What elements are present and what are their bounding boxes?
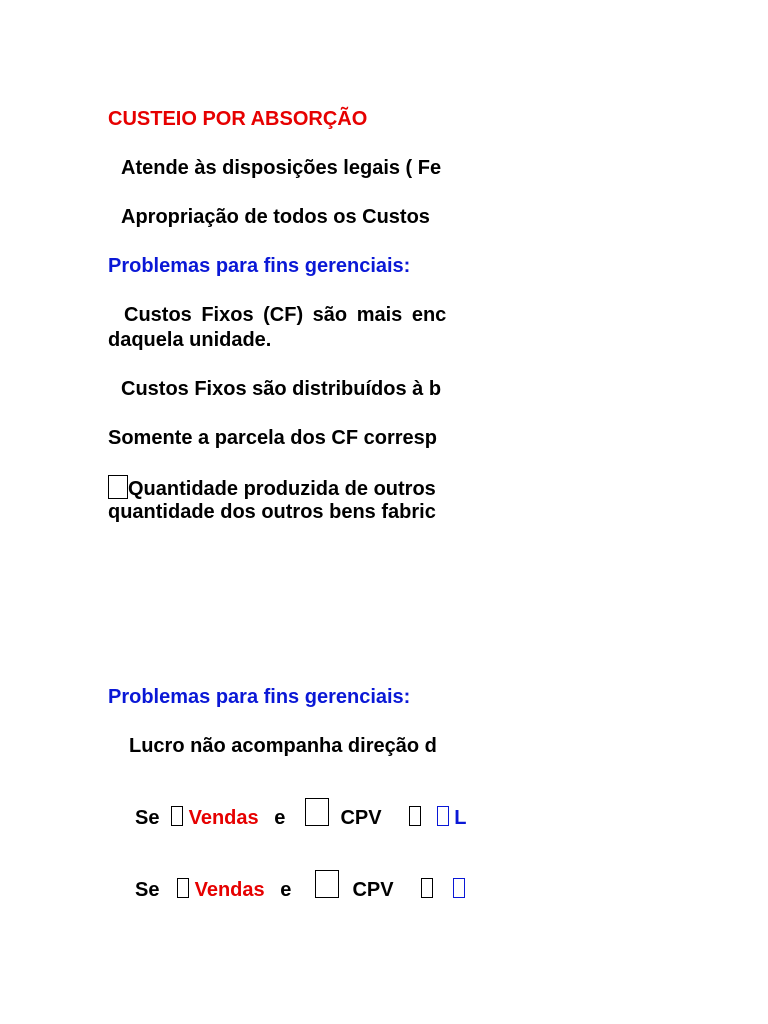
missing-glyph-box-icon <box>108 475 128 499</box>
text-line-quantidade-1-text: Quantidade produzida de outros <box>128 478 436 500</box>
vendas-label: Vendas <box>194 879 265 901</box>
text-line-cf-1: Custos Fixos (CF) são mais enc <box>124 304 447 326</box>
e-label: e <box>280 879 292 901</box>
missing-glyph-box-icon <box>177 878 189 898</box>
missing-glyph-box-icon <box>421 878 433 898</box>
text-line-cf-2: daquela unidade. <box>108 329 272 351</box>
missing-glyph-box-icon <box>171 806 183 826</box>
se-label: Se <box>135 807 160 829</box>
cpv-label: CPV <box>340 807 382 829</box>
tail-label: L <box>454 807 467 829</box>
text-line-legal: Atende às disposições legais ( Fe <box>121 157 442 179</box>
page-title: CUSTEIO POR ABSORÇÃO <box>108 108 368 130</box>
square-symbol-icon <box>305 798 329 826</box>
missing-glyph-box-icon <box>437 806 449 826</box>
text-line-distribuidos: Custos Fixos são distribuídos à b <box>121 378 442 400</box>
text-line-somente: Somente a parcela dos CF corresp <box>108 427 438 449</box>
vendas-label: Vendas <box>188 807 259 829</box>
square-symbol-icon <box>315 870 339 898</box>
section-subtitle: Problemas para fins gerenciais: <box>108 255 411 277</box>
missing-glyph-box-icon <box>453 878 465 898</box>
section-subtitle-2: Problemas para fins gerenciais: <box>108 686 411 708</box>
missing-glyph-box-icon <box>409 806 421 826</box>
text-line-lucro: Lucro não acompanha direção d <box>129 735 437 757</box>
e-label: e <box>274 807 286 829</box>
formula-row-1 <box>135 798 466 830</box>
text-line-quantidade-1 <box>108 475 436 501</box>
document-page <box>108 0 486 1024</box>
text-line-apropriacao: Apropriação de todos os Custos <box>121 206 430 228</box>
se-label: Se <box>135 879 160 901</box>
text-line-quantidade-2: quantidade dos outros bens fabric <box>108 501 436 523</box>
cpv-label: CPV <box>352 879 394 901</box>
formula-row-2 <box>135 870 465 902</box>
